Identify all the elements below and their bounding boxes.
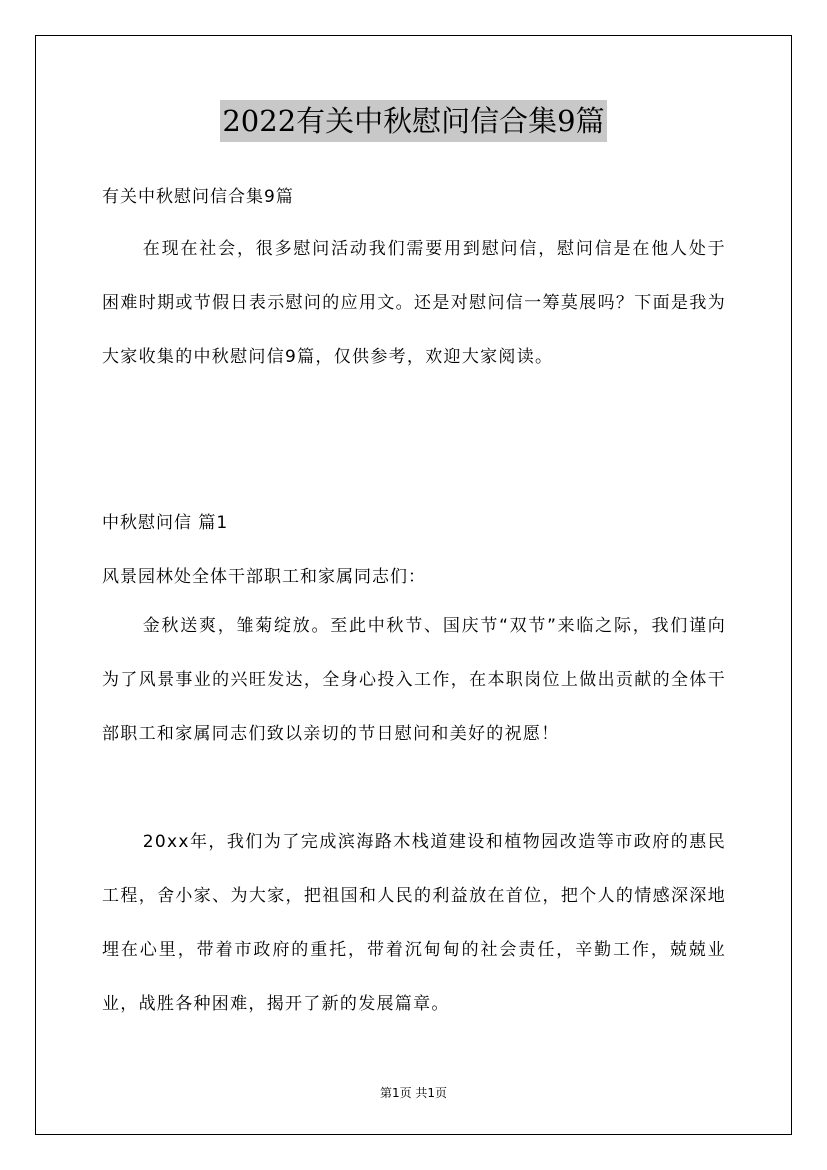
salutation: 风景园林处全体干部职工和家属同志们： — [102, 567, 426, 587]
document-title: 2022有关中秋慰问信合集9篇 — [220, 100, 606, 142]
section-heading: 中秋慰问信 篇1 — [102, 513, 229, 533]
letter-paragraph-1: 金秋送爽，雏菊绽放。至此中秋节、国庆节“双节”来临之际，我们谨向为了风景事业的兴旺发达，全身心投入工作，在本职岗位上做出贡献的全体干部职工和家属同志们致以亲切的节日慰问和美好的祝愿！ — [102, 616, 726, 744]
page-footer: 第1页 共1页 — [379, 1086, 448, 1100]
intro-paragraph: 在现在社会，很多慰问活动我们需要用到慰问信，慰问信是在他人处于困难时期或节假日表示慰问的应用文。还是对慰问信一筹莫展吗？下面是我为大家收集的中秋慰问信9篇，仅供参考，欢迎大家阅读。 — [102, 239, 726, 367]
document-subtitle: 有关中秋慰问信合集9篇 — [102, 187, 294, 207]
title-wrapper — [0, 100, 827, 142]
letter-paragraph-2: 20xx年，我们为了完成滨海路木栈道建设和植物园改造等市政府的惠民工程，舍小家、为大家，把祖国和人民的利益放在首位，把个人的情感深深地埋在心里，带着市政府的重托，带着沉甸甸的社会责任，辛勤工作，兢兢业业，战胜各种困难，揭开了新的发展篇章。 — [102, 832, 726, 1014]
